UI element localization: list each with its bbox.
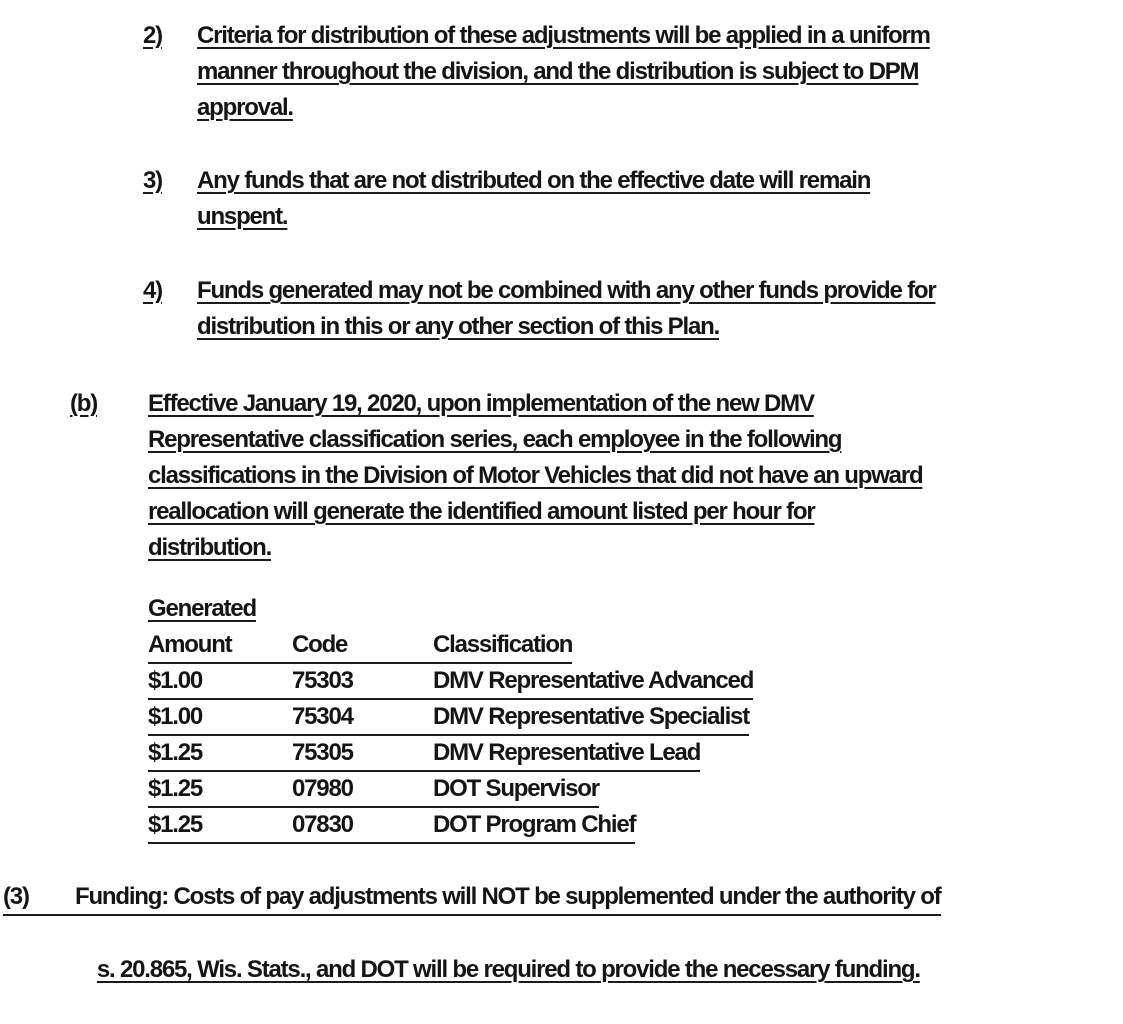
- table-header-row: [148, 628, 572, 664]
- text-line: approval.: [197, 94, 293, 121]
- text-line: Effective January 19, 2020, upon implementation of the new DMV: [148, 390, 814, 417]
- funding-line-1: [3, 880, 941, 916]
- list-item-4-marker: [143, 273, 197, 309]
- table-title: [148, 592, 753, 628]
- list-item-b-marker: [70, 386, 148, 422]
- list-item-2: [143, 18, 930, 126]
- text-line: Funds generated may not be combined with any other funds provide for: [197, 277, 936, 304]
- text-line: distribution in this or any other section of this Plan.: [197, 313, 720, 340]
- table-row: [148, 664, 753, 700]
- funding-marker: (3): [3, 883, 29, 910]
- cell-code: 07830: [292, 811, 353, 838]
- text-line: classifications in the Division of Motor Vehicles that did not have an upward: [148, 462, 923, 489]
- text-line: reallocation will generate the identified amount listed per hour for: [148, 498, 815, 525]
- cell-amount: $1.25: [148, 739, 203, 766]
- text-line: Any funds that are not distributed on the effective date will remain: [197, 167, 871, 194]
- table-row: [148, 736, 700, 772]
- list-item-2-marker-text: 2): [143, 22, 162, 49]
- cell-classification: DOT Program Chief: [433, 811, 636, 838]
- cell-amount: $1.25: [148, 775, 203, 802]
- text-line: Funding: Costs of pay adjustments will NOT be supplemented under the authority of: [75, 883, 941, 910]
- header-classification: Classification: [433, 631, 573, 658]
- list-item-3-text: [197, 163, 870, 235]
- cell-code: 75304: [292, 703, 353, 730]
- cell-code: 75303: [292, 667, 353, 694]
- cell-amount: $1.25: [148, 811, 203, 838]
- cell-classification: DMV Representative Lead: [433, 739, 701, 766]
- list-item-4-text: [197, 273, 935, 345]
- cell-classification: DMV Representative Advanced: [433, 667, 754, 694]
- table-row: [148, 808, 635, 844]
- header-amount: Amount: [148, 631, 232, 658]
- text-line: Representative classification series, each employee in the following: [148, 426, 842, 453]
- list-item-funding: [3, 880, 941, 1024]
- table-row: [148, 700, 749, 736]
- cell-amount: $1.00: [148, 703, 203, 730]
- list-item-4: [143, 273, 935, 345]
- text-line: manner throughout the division, and the distribution is subject to DPM: [197, 58, 919, 85]
- cell-classification: DOT Supervisor: [433, 775, 599, 802]
- table-title-text: Generated: [148, 595, 256, 622]
- header-code: Code: [292, 631, 348, 658]
- list-item-4-marker-text: 4): [143, 277, 162, 304]
- cell-amount: $1.00: [148, 667, 203, 694]
- cell-code: 07980: [292, 775, 353, 802]
- list-item-2-marker: [143, 18, 197, 54]
- table-row: [148, 772, 599, 808]
- text-line: distribution.: [148, 534, 272, 561]
- text-line: Criteria for distribution of these adjustments will be applied in a uniform: [197, 22, 930, 49]
- classification-table: [148, 592, 753, 844]
- list-item-3-marker: [143, 163, 197, 199]
- list-item-b-text: [148, 386, 922, 566]
- list-item-3-marker-text: 3): [143, 167, 162, 194]
- text-line: unspent.: [197, 203, 288, 230]
- cell-code: 75305: [292, 739, 353, 766]
- list-item-3: [143, 163, 870, 235]
- funding-line-2: [75, 916, 941, 1024]
- cell-classification: DMV Representative Specialist: [433, 703, 750, 730]
- list-item-2-text: [197, 18, 930, 126]
- list-item-b-marker-text: (b): [70, 390, 98, 417]
- text-line: s. 20.865, Wis. Stats., and DOT will be required to provide the necessary funding.: [96, 956, 920, 983]
- list-item-b: [70, 386, 922, 566]
